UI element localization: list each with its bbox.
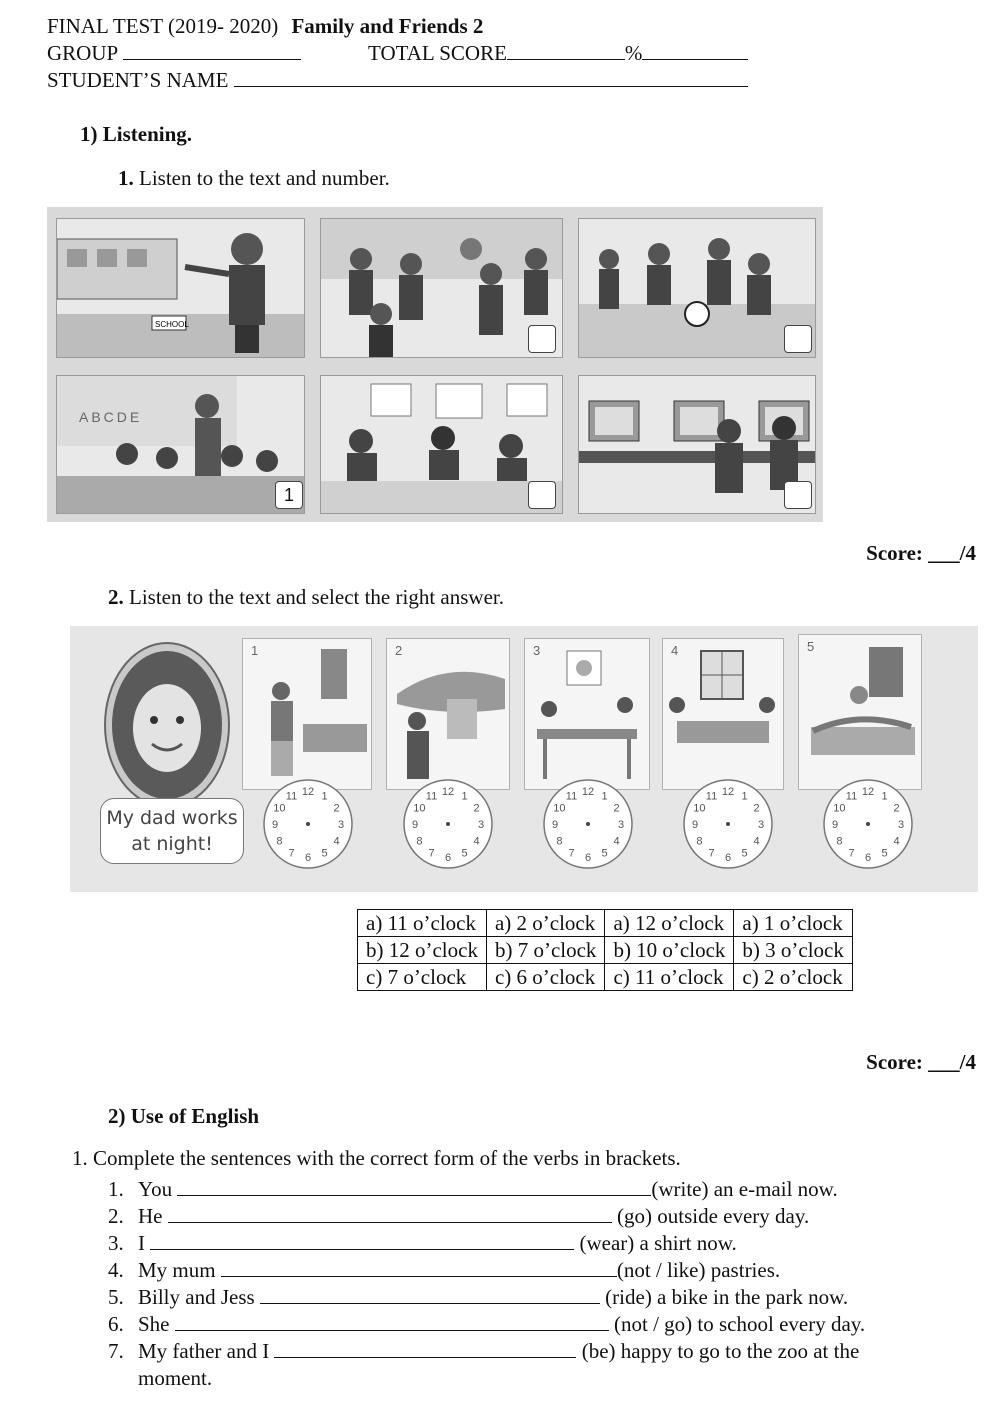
clock-2: [400, 776, 496, 878]
clock-number: 12: [861, 786, 875, 798]
clock-center: [306, 822, 310, 826]
scene-card-4: [662, 638, 784, 790]
percent-blank[interactable]: [642, 41, 748, 60]
school-sign: SCHOOL: [155, 320, 189, 329]
clock-number: 7: [848, 847, 855, 860]
clock-number: 4: [333, 835, 340, 848]
clock-number: 10: [413, 802, 426, 815]
clock-number: 12: [721, 786, 735, 798]
card-number-2: 2: [395, 643, 403, 658]
playground-illustration: [321, 219, 562, 357]
option-cell[interactable]: a) 2 o’clock: [486, 910, 604, 937]
total-score-blank[interactable]: [507, 41, 625, 60]
grammar-task-instruction: 1. Complete the sentences with the correct form of the verbs in brackets.: [72, 1146, 681, 1170]
clock-number: 2: [333, 802, 340, 815]
option-cell[interactable]: a) 1 o’clock: [734, 910, 852, 937]
card-number-1: 1: [251, 643, 259, 658]
clock-number: 2: [893, 802, 900, 815]
score-listening-1: Score: ___/4: [866, 541, 976, 565]
answer-blank-4[interactable]: [221, 1258, 617, 1277]
answer-box-5[interactable]: [528, 481, 556, 509]
clock-center: [446, 822, 450, 826]
group-blank[interactable]: [123, 41, 301, 60]
sentence-7-continuation: moment.: [138, 1366, 213, 1390]
scene-card-3: [524, 638, 650, 790]
clock-number: 12: [441, 786, 455, 798]
waking-up-illustration: [243, 639, 371, 789]
student-name-blank[interactable]: [234, 68, 748, 87]
picture-art-class: [320, 375, 563, 514]
options-row: [358, 910, 853, 937]
clock-number: 8: [416, 835, 423, 848]
test-title-line: [47, 14, 483, 39]
option-cell[interactable]: b) 3 o’clock: [734, 937, 852, 964]
answer-box-4-example: 1: [275, 481, 303, 509]
answer-box-6[interactable]: [784, 481, 812, 509]
section-use-of-english-title: 2) Use of English: [108, 1104, 260, 1128]
card-number-5: 5: [807, 639, 815, 654]
clock-4: [680, 776, 776, 878]
clock-number: 11: [565, 790, 578, 803]
clock-number: 1: [601, 790, 608, 803]
speech-bubble: [100, 798, 244, 864]
clock-number: 11: [285, 790, 298, 803]
clock-number: 5: [601, 847, 608, 860]
answer-blank-7[interactable]: [274, 1339, 576, 1358]
clock-number: 6: [444, 852, 452, 864]
answer-options-table: [357, 909, 853, 991]
percent-sign: %: [624, 41, 643, 65]
option-cell[interactable]: c) 2 o’clock: [734, 964, 852, 991]
answer-box-2[interactable]: [528, 325, 556, 353]
picture-grid: [47, 207, 823, 522]
classroom-illustration: [57, 376, 304, 513]
school-gate-illustration: [57, 219, 304, 357]
clock-number: 10: [693, 802, 706, 815]
clock-number: 3: [757, 819, 765, 831]
clock-number: 7: [428, 847, 435, 860]
clock-5: [820, 776, 916, 878]
clock-number: 11: [705, 790, 718, 803]
clock-center: [586, 822, 590, 826]
clock-number: 6: [864, 852, 872, 864]
clock-number: 4: [613, 835, 620, 848]
answer-box-3[interactable]: [784, 325, 812, 353]
student-name-line: [47, 68, 748, 93]
answer-blank-1[interactable]: [177, 1177, 651, 1196]
clock-number: 4: [473, 835, 480, 848]
clock-number: 1: [321, 790, 328, 803]
clock-number: 2: [473, 802, 480, 815]
clock-number: 1: [741, 790, 748, 803]
answer-blank-5[interactable]: [260, 1285, 600, 1304]
score-listening-2: Score: ___/4: [866, 1050, 976, 1074]
clock-number: 11: [845, 790, 858, 803]
book-title: Family and Friends 2: [291, 14, 484, 38]
clock-number: 11: [425, 790, 438, 803]
sentence-6: 6. She (not / go) to school every day.: [108, 1312, 866, 1336]
clock-number: 12: [581, 786, 595, 798]
task2-number: 2.: [108, 585, 124, 609]
dinner-illustration: [663, 639, 783, 789]
clock-number: 9: [691, 819, 699, 831]
clock-number: 5: [461, 847, 468, 860]
clock-center: [726, 822, 730, 826]
options-row: [358, 937, 853, 964]
clock-number: 8: [556, 835, 563, 848]
card-number-3: 3: [533, 643, 541, 658]
clock-number: 7: [288, 847, 295, 860]
option-cell[interactable]: b) 12 o’clock: [358, 937, 487, 964]
pilot-airplane-illustration: [387, 639, 509, 789]
clock-number: 5: [881, 847, 888, 860]
option-cell[interactable]: c) 6 o’clock: [486, 964, 604, 991]
clock-3: [540, 776, 636, 878]
answer-blank-3[interactable]: [150, 1231, 574, 1250]
picture-classroom: [56, 375, 305, 514]
clock-number: 1: [881, 790, 888, 803]
picture-computer-room: [578, 375, 816, 514]
clock-number: 6: [724, 852, 732, 864]
picture-school-gate: [56, 218, 305, 358]
clock-number: 4: [893, 835, 900, 848]
scene-card-1: [242, 638, 372, 790]
clock-number: 3: [337, 819, 345, 831]
clock-number: 8: [696, 835, 703, 848]
clock-number: 8: [276, 835, 283, 848]
section-listening-title: 1) Listening.: [80, 122, 193, 146]
clock-number: 5: [321, 847, 328, 860]
clock-number: 10: [833, 802, 846, 815]
computer-room-illustration: [579, 376, 815, 513]
clock-number: 3: [617, 819, 625, 831]
option-cell[interactable]: b) 10 o’clock: [605, 937, 734, 964]
clock-number: 4: [753, 835, 760, 848]
option-cell[interactable]: a) 12 o’clock: [605, 910, 734, 937]
clock-number: 2: [613, 802, 620, 815]
clock-center: [866, 822, 870, 826]
task1-number: 1.: [118, 166, 134, 190]
board-text: ABCDE: [79, 409, 143, 425]
clock-number: 9: [271, 819, 279, 831]
football-illustration: [579, 219, 815, 357]
speech-line-2: at night!: [131, 833, 213, 855]
sentence-5: 5. Billy and Jess (ride) a bike in the park now.: [108, 1285, 849, 1309]
test-title: FINAL TEST (2019- 2020): [47, 14, 279, 38]
picture-playground-friends: [320, 218, 563, 358]
scene-card-5: [798, 634, 922, 790]
option-cell[interactable]: a) 11 o’clock: [358, 910, 487, 937]
speech-line-1: My dad works: [106, 807, 238, 829]
student-name-label: STUDENT’S NAME: [47, 68, 229, 92]
lunch-illustration: [525, 639, 649, 789]
total-score-label: TOTAL SCORE: [368, 41, 507, 65]
task1-instruction: [118, 166, 390, 191]
clock-number: 3: [477, 819, 485, 831]
sentence-2: 2. He (go) outside every day.: [108, 1204, 810, 1228]
sentence-4: 4. My mum (not / like) pastries.: [108, 1258, 781, 1282]
clock-number: 1: [461, 790, 468, 803]
clock-number: 7: [708, 847, 715, 860]
clock-1: [260, 776, 356, 878]
clock-number: 5: [741, 847, 748, 860]
total-score-line: [368, 41, 748, 66]
clock-number: 6: [584, 852, 592, 864]
card-number-4: 4: [671, 643, 679, 658]
task1-text: Listen to the text and number.: [139, 166, 390, 190]
scene-card-2: [386, 638, 510, 790]
task2-instruction: [108, 585, 504, 610]
answer-blank-6[interactable]: [175, 1312, 609, 1331]
clock-number: 2: [753, 802, 760, 815]
picture-strip: [70, 626, 978, 892]
options-row: [358, 964, 853, 991]
girl-portrait: [102, 640, 232, 810]
group-line: [47, 41, 301, 66]
sentence-1: 1. You (write) an e-mail now.: [108, 1177, 838, 1201]
picture-football: [578, 218, 816, 358]
clock-number: 3: [897, 819, 905, 831]
clock-number: 9: [411, 819, 419, 831]
clock-number: 6: [304, 852, 312, 864]
option-cell[interactable]: c) 7 o’clock: [358, 964, 487, 991]
clock-number: 8: [836, 835, 843, 848]
task2-text: Listen to the text and select the right answer.: [129, 585, 504, 609]
group-label: GROUP: [47, 41, 118, 65]
answer-blank-2[interactable]: [168, 1204, 612, 1223]
clock-number: 10: [273, 802, 286, 815]
option-cell[interactable]: b) 7 o’clock: [486, 937, 604, 964]
sentence-list: [108, 1176, 865, 1392]
clock-number: 7: [568, 847, 575, 860]
sentence-3: 3. I (wear) a shirt now.: [108, 1231, 737, 1255]
sentence-7: 7. My father and I (be) happy to go to the zoo at the: [108, 1339, 860, 1363]
clock-number: 10: [553, 802, 566, 815]
clock-number: 12: [301, 786, 315, 798]
art-class-illustration: [321, 376, 562, 513]
going-to-bed-illustration: [799, 635, 921, 789]
clock-number: 9: [831, 819, 839, 831]
option-cell[interactable]: c) 11 o’clock: [605, 964, 734, 991]
clock-number: 9: [551, 819, 559, 831]
